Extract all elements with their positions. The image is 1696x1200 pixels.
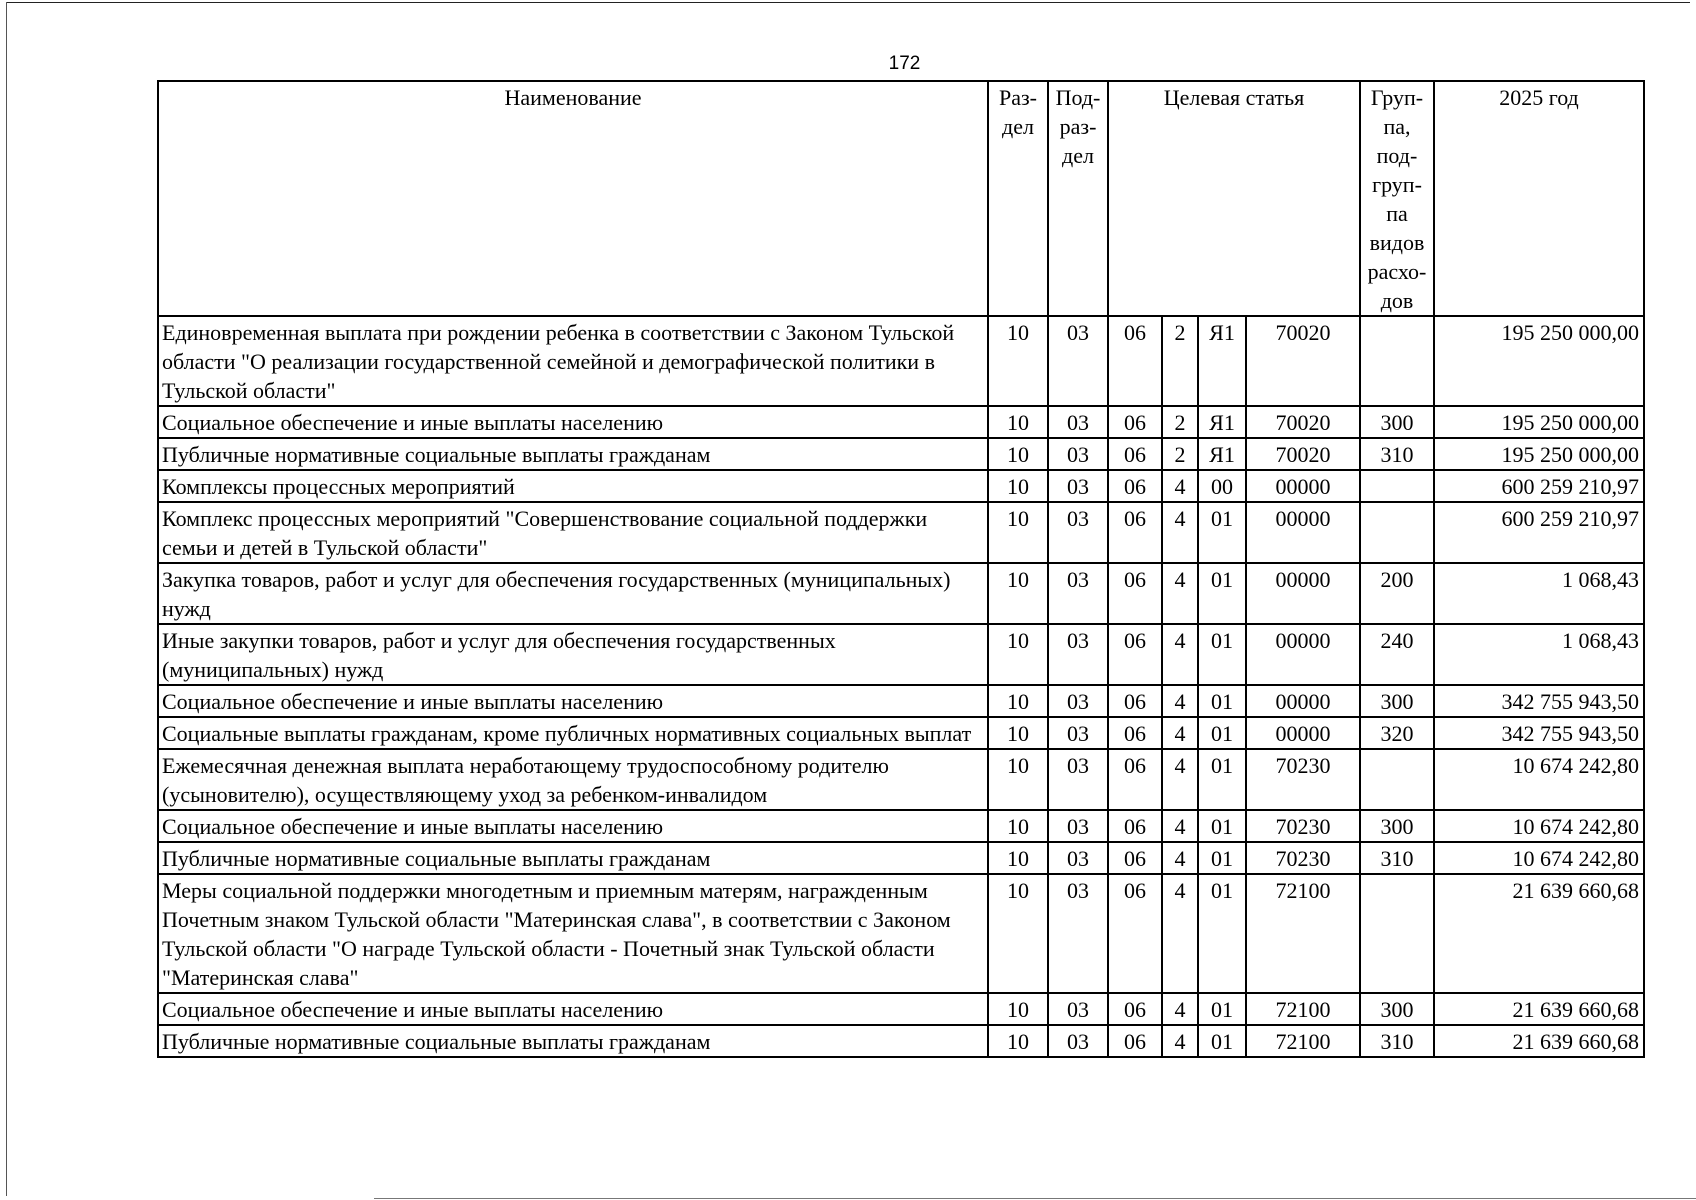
row-group: 320 xyxy=(1360,717,1434,749)
row-target-direction: 72100 xyxy=(1246,1025,1360,1057)
row-target-type: 4 xyxy=(1162,1025,1198,1057)
row-podrazdel: 03 xyxy=(1048,470,1108,502)
row-target-direction: 70230 xyxy=(1246,749,1360,810)
row-target-program: 06 xyxy=(1108,502,1162,563)
row-group: 300 xyxy=(1360,406,1434,438)
budget-table xyxy=(157,80,1645,1058)
table-row xyxy=(158,406,1644,438)
table-row xyxy=(158,874,1644,993)
table-row xyxy=(158,502,1644,563)
row-target-direction: 70020 xyxy=(1246,406,1360,438)
row-target-element: 01 xyxy=(1198,685,1246,717)
row-razdel: 10 xyxy=(988,438,1048,470)
row-razdel: 10 xyxy=(988,563,1048,624)
row-target-type: 4 xyxy=(1162,874,1198,993)
row-target-program: 06 xyxy=(1108,993,1162,1025)
row-target-type: 4 xyxy=(1162,810,1198,842)
row-amount: 21 639 660,68 xyxy=(1434,1025,1644,1057)
header-razdel: Раз-дел xyxy=(988,81,1048,316)
row-target-type: 4 xyxy=(1162,685,1198,717)
row-target-element: 01 xyxy=(1198,749,1246,810)
row-group: 310 xyxy=(1360,1025,1434,1057)
row-razdel: 10 xyxy=(988,717,1048,749)
header-target: Целевая статья xyxy=(1108,81,1360,316)
row-name: Меры социальной поддержки многодетным и приемным матерям, награжденным Почетным знаком Тульской области "Материнская слава", в соответствии с Законом Тульской области "О награде Тульской области - Почетный знак Тульской области "Материнская слава" xyxy=(158,874,988,993)
row-amount: 342 755 943,50 xyxy=(1434,717,1644,749)
row-name: Иные закупки товаров, работ и услуг для обеспечения государственных (муниципальных) нужд xyxy=(158,624,988,685)
row-group xyxy=(1360,749,1434,810)
row-podrazdel: 03 xyxy=(1048,624,1108,685)
row-podrazdel: 03 xyxy=(1048,563,1108,624)
row-target-program: 06 xyxy=(1108,438,1162,470)
row-amount: 10 674 242,80 xyxy=(1434,810,1644,842)
row-target-element: Я1 xyxy=(1198,406,1246,438)
row-target-element: 01 xyxy=(1198,874,1246,993)
row-name: Публичные нормативные социальные выплаты гражданам xyxy=(158,842,988,874)
row-podrazdel: 03 xyxy=(1048,316,1108,406)
row-name: Комплексы процессных мероприятий xyxy=(158,470,988,502)
table-row xyxy=(158,563,1644,624)
row-target-direction: 70020 xyxy=(1246,438,1360,470)
row-razdel: 10 xyxy=(988,406,1048,438)
row-target-program: 06 xyxy=(1108,717,1162,749)
table-row xyxy=(158,624,1644,685)
row-target-direction: 00000 xyxy=(1246,563,1360,624)
row-razdel: 10 xyxy=(988,874,1048,993)
row-target-type: 2 xyxy=(1162,406,1198,438)
header-name: Наименование xyxy=(158,81,988,316)
row-target-program: 06 xyxy=(1108,316,1162,406)
row-amount: 600 259 210,97 xyxy=(1434,470,1644,502)
row-podrazdel: 03 xyxy=(1048,874,1108,993)
row-target-element: 01 xyxy=(1198,502,1246,563)
table-row xyxy=(158,1025,1644,1057)
table-row xyxy=(158,842,1644,874)
row-target-program: 06 xyxy=(1108,406,1162,438)
row-name: Социальное обеспечение и иные выплаты населению xyxy=(158,810,988,842)
table-row xyxy=(158,316,1644,406)
row-name: Социальные выплаты гражданам, кроме публичных нормативных социальных выплат xyxy=(158,717,988,749)
row-name: Комплекс процессных мероприятий "Совершенствование социальной поддержки семьи и детей в Тульской области" xyxy=(158,502,988,563)
row-podrazdel: 03 xyxy=(1048,749,1108,810)
row-group xyxy=(1360,316,1434,406)
row-target-program: 06 xyxy=(1108,624,1162,685)
row-target-element: 01 xyxy=(1198,842,1246,874)
row-amount: 10 674 242,80 xyxy=(1434,749,1644,810)
row-target-element: Я1 xyxy=(1198,316,1246,406)
row-target-type: 4 xyxy=(1162,563,1198,624)
row-amount: 21 639 660,68 xyxy=(1434,993,1644,1025)
row-target-type: 4 xyxy=(1162,624,1198,685)
row-razdel: 10 xyxy=(988,624,1048,685)
row-razdel: 10 xyxy=(988,316,1048,406)
row-amount: 342 755 943,50 xyxy=(1434,685,1644,717)
row-name: Единовременная выплата при рождении ребенка в соответствии с Законом Тульской области "О реализации государственной семейной и демографической политики в Тульской области" xyxy=(158,316,988,406)
row-name: Социальное обеспечение и иные выплаты населению xyxy=(158,993,988,1025)
row-amount: 1 068,43 xyxy=(1434,624,1644,685)
table-row xyxy=(158,749,1644,810)
row-target-type: 4 xyxy=(1162,717,1198,749)
row-group: 240 xyxy=(1360,624,1434,685)
row-target-element: Я1 xyxy=(1198,438,1246,470)
row-podrazdel: 03 xyxy=(1048,406,1108,438)
row-podrazdel: 03 xyxy=(1048,993,1108,1025)
row-razdel: 10 xyxy=(988,470,1048,502)
row-name: Социальное обеспечение и иные выплаты населению xyxy=(158,685,988,717)
table-row xyxy=(158,438,1644,470)
table-header-row xyxy=(158,81,1644,316)
row-name: Закупка товаров, работ и услуг для обеспечения государственных (муниципальных) нужд xyxy=(158,563,988,624)
row-target-type: 4 xyxy=(1162,502,1198,563)
row-target-direction: 00000 xyxy=(1246,624,1360,685)
row-razdel: 10 xyxy=(988,993,1048,1025)
row-target-direction: 72100 xyxy=(1246,993,1360,1025)
row-group: 310 xyxy=(1360,842,1434,874)
row-group xyxy=(1360,502,1434,563)
header-group: Груп-па, под-груп-па видов расхо-дов xyxy=(1360,81,1434,316)
row-target-element: 01 xyxy=(1198,810,1246,842)
row-podrazdel: 03 xyxy=(1048,685,1108,717)
row-name: Публичные нормативные социальные выплаты гражданам xyxy=(158,438,988,470)
page-number: 172 xyxy=(888,53,921,74)
row-razdel: 10 xyxy=(988,1025,1048,1057)
table-row xyxy=(158,685,1644,717)
table-row xyxy=(158,717,1644,749)
row-amount: 1 068,43 xyxy=(1434,563,1644,624)
row-amount: 600 259 210,97 xyxy=(1434,502,1644,563)
row-target-program: 06 xyxy=(1108,749,1162,810)
row-razdel: 10 xyxy=(988,810,1048,842)
row-group: 300 xyxy=(1360,993,1434,1025)
row-target-program: 06 xyxy=(1108,470,1162,502)
row-target-program: 06 xyxy=(1108,842,1162,874)
row-target-program: 06 xyxy=(1108,685,1162,717)
row-group xyxy=(1360,470,1434,502)
page-border-left xyxy=(6,2,7,1196)
row-target-program: 06 xyxy=(1108,563,1162,624)
row-target-direction: 00000 xyxy=(1246,470,1360,502)
row-podrazdel: 03 xyxy=(1048,438,1108,470)
row-target-direction: 00000 xyxy=(1246,502,1360,563)
row-target-direction: 70020 xyxy=(1246,316,1360,406)
row-target-direction: 72100 xyxy=(1246,874,1360,993)
row-target-direction: 70230 xyxy=(1246,842,1360,874)
row-razdel: 10 xyxy=(988,502,1048,563)
row-target-program: 06 xyxy=(1108,874,1162,993)
row-group: 300 xyxy=(1360,810,1434,842)
row-group: 200 xyxy=(1360,563,1434,624)
row-amount: 195 250 000,00 xyxy=(1434,438,1644,470)
table-row xyxy=(158,993,1644,1025)
row-target-element: 01 xyxy=(1198,993,1246,1025)
row-target-type: 4 xyxy=(1162,470,1198,502)
row-target-element: 01 xyxy=(1198,1025,1246,1057)
row-target-direction: 70230 xyxy=(1246,810,1360,842)
row-target-program: 06 xyxy=(1108,1025,1162,1057)
row-target-element: 01 xyxy=(1198,717,1246,749)
row-target-element: 01 xyxy=(1198,563,1246,624)
row-name: Социальное обеспечение и иные выплаты населению xyxy=(158,406,988,438)
row-group: 300 xyxy=(1360,685,1434,717)
footer-rule xyxy=(374,1198,1696,1199)
row-razdel: 10 xyxy=(988,842,1048,874)
page-border-top xyxy=(6,2,1690,3)
table-row xyxy=(158,810,1644,842)
row-target-type: 2 xyxy=(1162,316,1198,406)
row-razdel: 10 xyxy=(988,749,1048,810)
row-podrazdel: 03 xyxy=(1048,1025,1108,1057)
row-name: Публичные нормативные социальные выплаты гражданам xyxy=(158,1025,988,1057)
row-amount: 195 250 000,00 xyxy=(1434,406,1644,438)
table-row xyxy=(158,470,1644,502)
row-target-element: 01 xyxy=(1198,624,1246,685)
row-razdel: 10 xyxy=(988,685,1048,717)
row-target-type: 4 xyxy=(1162,749,1198,810)
row-podrazdel: 03 xyxy=(1048,842,1108,874)
row-podrazdel: 03 xyxy=(1048,810,1108,842)
row-group xyxy=(1360,874,1434,993)
row-target-type: 2 xyxy=(1162,438,1198,470)
row-podrazdel: 03 xyxy=(1048,717,1108,749)
row-amount: 10 674 242,80 xyxy=(1434,842,1644,874)
header-year: 2025 год xyxy=(1434,81,1644,316)
row-target-direction: 00000 xyxy=(1246,717,1360,749)
row-group: 310 xyxy=(1360,438,1434,470)
row-target-direction: 00000 xyxy=(1246,685,1360,717)
row-podrazdel: 03 xyxy=(1048,502,1108,563)
header-podrazdel: Под-раз-дел xyxy=(1048,81,1108,316)
row-target-element: 00 xyxy=(1198,470,1246,502)
row-name: Ежемесячная денежная выплата неработающему трудоспособному родителю (усыновителю), осуществляющему уход за ребенком-инвалидом xyxy=(158,749,988,810)
row-target-type: 4 xyxy=(1162,993,1198,1025)
row-amount: 195 250 000,00 xyxy=(1434,316,1644,406)
row-target-program: 06 xyxy=(1108,810,1162,842)
row-target-type: 4 xyxy=(1162,842,1198,874)
row-amount: 21 639 660,68 xyxy=(1434,874,1644,993)
